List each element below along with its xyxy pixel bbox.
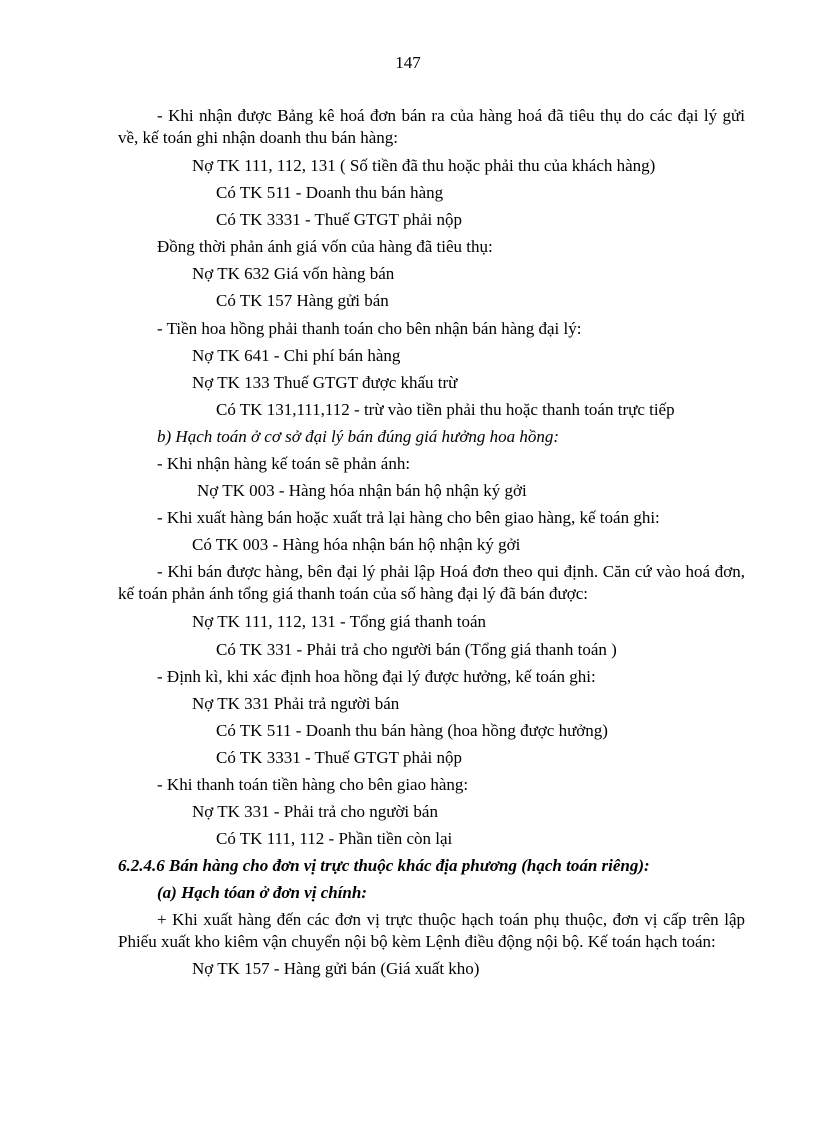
document-body <box>118 102 745 983</box>
text-line: - Khi thanh toán tiền hàng cho bên giao hàng: <box>157 774 469 794</box>
journal-credit-line: Có TK 131,111,112 - trừ vào tiền phải thu hoặc thanh toán trực tiếp <box>216 399 675 419</box>
subsection-heading: (a) Hạch tóan ở đơn vị chính: <box>157 883 367 903</box>
text-line: - Khi nhận hàng kế toán sẽ phản ánh: <box>157 454 411 474</box>
text-line: - Khi xuất hàng bán hoặc xuất trả lại hàng cho bên giao hàng, kế toán ghi: <box>157 508 660 528</box>
journal-debit-line: Nợ TK 157 - Hàng gửi bán (Giá xuất kho) <box>192 959 480 979</box>
paragraph-internal-transfer: + Khi xuất hàng đến các đơn vị trực thuộc hạch toán phụ thuộc, đơn vị cấp trên lập Phiếu xuất kho kiêm vận chuyển nội bộ kèm Lệnh điều động nội bộ. Kế toán hạch toán: <box>118 910 745 952</box>
journal-debit-line: Nợ TK 331 Phải trả người bán <box>192 693 400 713</box>
journal-credit-line: Có TK 331 - Phải trả cho người bán (Tổng giá thanh toán ) <box>216 639 617 659</box>
paragraph-agent-sales-report: - Khi nhận được Bảng kê hoá đơn bán ra của hàng hoá đã tiêu thụ do các đại lý gửi về, kế toán ghi nhận doanh thu bán hàng: <box>118 106 745 147</box>
paragraph-agent-invoice: - Khi bán được hàng, bên đại lý phải lập Hoá đơn theo qui định. Căn cứ vào hoá đơn, kế toán phản ánh tổng giá thanh toán của số hàng đại lý đã bán được: <box>118 562 745 604</box>
page-number: 147 <box>395 53 421 72</box>
journal-credit-line: Có TK 3331 - Thuế GTGT phải nộp <box>216 747 463 767</box>
journal-credit-line: Có TK 003 - Hàng hóa nhận bán hộ nhận ký gởi <box>192 535 521 555</box>
text-line: Đồng thời phản ánh giá vốn của hàng đã tiêu thụ: <box>157 237 493 257</box>
journal-debit-line: Nợ TK 331 - Phải trả cho người bán <box>192 802 438 822</box>
journal-credit-line: Có TK 111, 112 - Phần tiền còn lại <box>216 829 453 849</box>
journal-credit-line: Có TK 511 - Doanh thu bán hàng (hoa hồng được hưởng) <box>216 720 608 740</box>
journal-credit-line: Có TK 157 Hàng gửi bán <box>216 291 389 311</box>
journal-credit-line: Có TK 511 - Doanh thu bán hàng <box>216 183 444 203</box>
journal-debit-line: Nợ TK 003 - Hàng hóa nhận bán hộ nhận ký gởi <box>197 481 527 501</box>
text-line: - Định kì, khi xác định hoa hồng đại lý được hưởng, kế toán ghi: <box>157 666 596 686</box>
text-line: - Tiền hoa hồng phải thanh toán cho bên nhận bán hàng đại lý: <box>157 318 582 338</box>
subsection-heading: b) Hạch toán ở cơ sở đại lý bán đúng giá hưởng hoa hồng: <box>157 426 560 446</box>
journal-debit-line: Nợ TK 133 Thuế GTGT được khấu trừ <box>192 372 458 392</box>
section-heading: 6.2.4.6 Bán hàng cho đơn vị trực thuộc khác địa phương (hạch toán riêng): <box>118 856 650 876</box>
journal-debit-line: Nợ TK 632 Giá vốn hàng bán <box>192 264 395 284</box>
journal-debit-line: Nợ TK 111, 112, 131 ( Số tiền đã thu hoặc phải thu của khách hàng) <box>192 156 656 175</box>
journal-debit-line: Nợ TK 641 - Chi phí bán hàng <box>192 345 401 365</box>
journal-credit-line: Có TK 3331 - Thuế GTGT phải nộp <box>216 210 463 230</box>
journal-debit-line: Nợ TK 111, 112, 131 - Tổng giá thanh toán <box>192 612 487 632</box>
